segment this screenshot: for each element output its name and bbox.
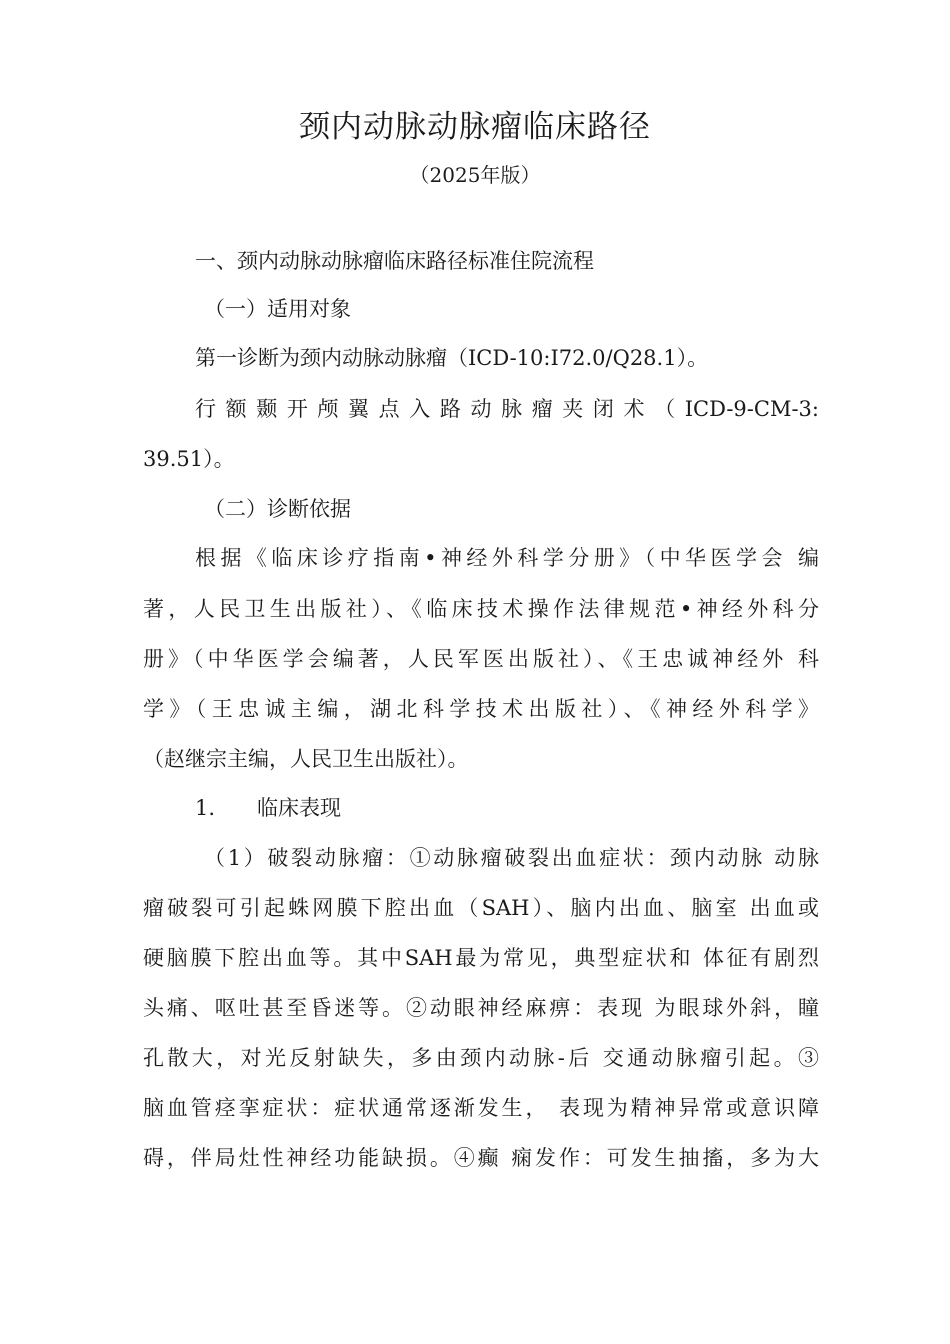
paragraph-line: 瘤破裂可引起蛛网膜下腔出血（SAH）、脑内出血、脑室 出血或 xyxy=(143,896,819,920)
document-title: 颈内动脉动脉瘤临床路径 xyxy=(299,109,651,145)
paragraph-line: 39.51）。 xyxy=(143,447,235,471)
list-item-number: 1. xyxy=(195,796,216,820)
document-subtitle: （2025年版） xyxy=(409,163,541,187)
paragraph-line: 孔散大，对光反射缺失，多由颈内动脉-后 交通动脉瘤引起。③ xyxy=(143,1046,819,1070)
paragraph-line: （赵继宗主编，人民卫生出版社）。 xyxy=(143,747,469,771)
section-heading: 一、颈内动脉动脉瘤临床路径标准住院流程 xyxy=(195,249,594,273)
paragraph-line: （1）破裂动脉瘤：①动脉瘤破裂出血症状：颈内动脉 动脉 xyxy=(204,846,819,870)
list-item-heading xyxy=(195,791,819,825)
paragraph-line: 硬脑膜下腔出血等。其中SAH最为常见，典型症状和 体征有剧烈 xyxy=(143,946,819,970)
paragraph-line: 根据《临床诊疗指南•神经外科学分册》（中华医学会 编 xyxy=(195,546,819,570)
paragraph-line: 脑血管痉挛症状：症状通常逐渐发生， 表现为精神异常或意识障 xyxy=(143,1096,819,1120)
paragraph-line: 头痛、呕吐甚至昏迷等。②动眼神经麻痹：表现 为眼球外斜，瞳 xyxy=(143,996,819,1020)
paragraph-line: 行 额 颞 开 颅 翼 点 入 路 动 脉 瘤 夹 闭 术 （ ICD-9-CM-3: xyxy=(195,397,819,421)
paragraph-line: 著，人民卫生出版社）、《临床技术操作法律规范•神经外科分 xyxy=(143,597,819,621)
paragraph-line: 碍，伴局灶性神经功能缺损。④癫 痫发作：可发生抽搐，多为大 xyxy=(143,1146,819,1170)
paragraph-line: 第一诊断为颈内动脉动脉瘤（ICD-10:I72.0/Q28.1）。 xyxy=(195,346,709,370)
subsection-heading: （二）诊断依据 xyxy=(204,497,351,521)
list-item-label: 临床表现 xyxy=(257,796,341,820)
paragraph-line: 册》（中华医学会编著，人民军医出版社）、《王忠诚神经外 科 xyxy=(143,647,819,671)
subsection-heading: （一）适用对象 xyxy=(204,297,351,321)
paragraph-line: 学》（王忠诚主编，湖北科学技术出版社）、《神经外科学》 xyxy=(143,697,819,721)
